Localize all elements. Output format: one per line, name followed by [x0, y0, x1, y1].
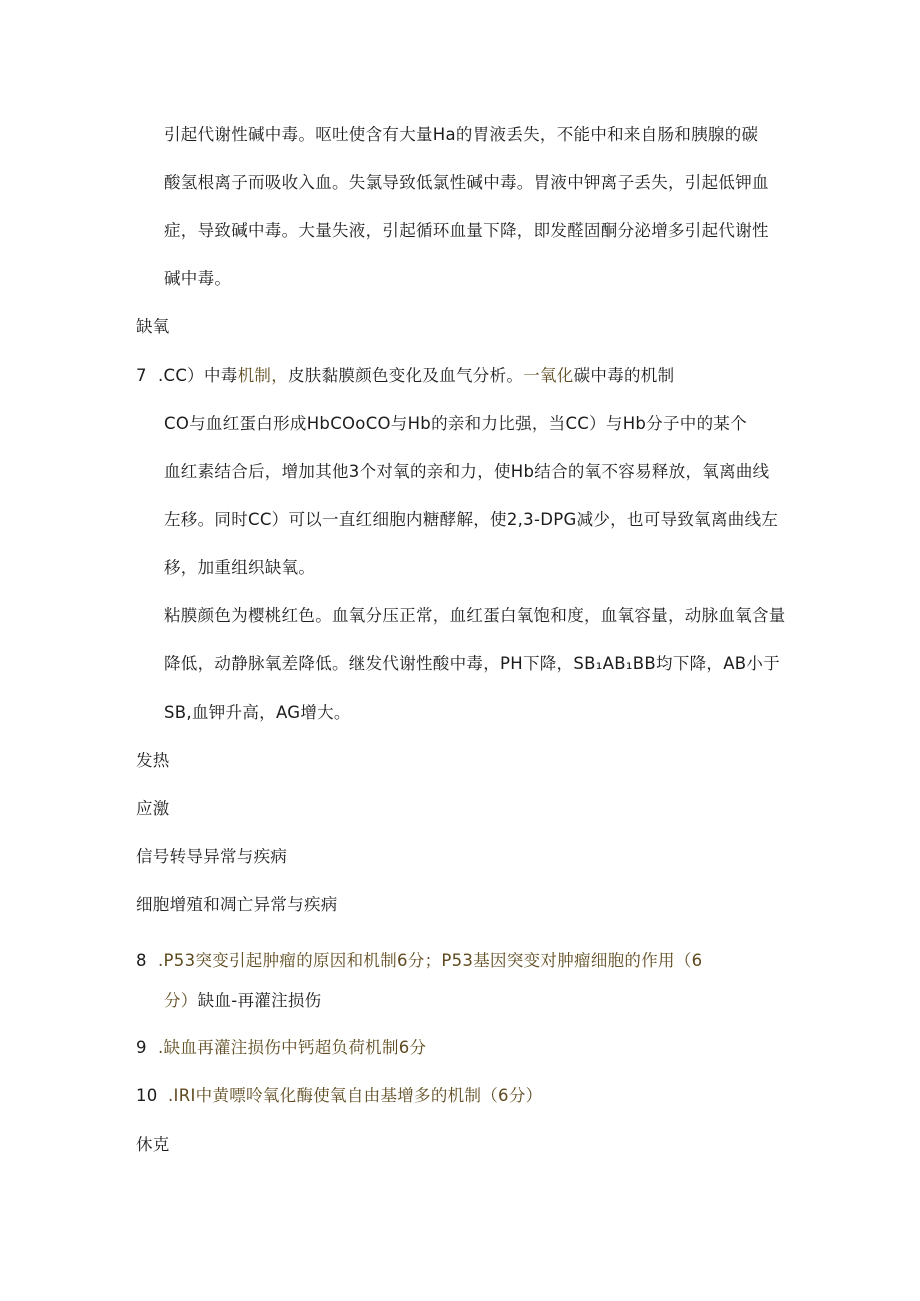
question-9-number: 9 [136, 1038, 147, 1057]
para2-line-1: CO与血红蛋白形成HbCOoCO与Hb的亲和力比强，当CC）与Hb分子中的某个 [164, 414, 748, 433]
question-9 [136, 1037, 426, 1059]
question-8-line-1: .P53突变引起肿瘤的原因和机制6分；P53基因突变对肿瘤细胞的作用（6 [158, 951, 703, 970]
heading-signal-transduction: 信号转导异常与疾病 [136, 847, 288, 866]
question-7-number: 7 [136, 366, 147, 385]
para2-line-2: 血红素结合后，增加其他3个对氧的亲和力，使Hb结合的氧不容易释放，氧离曲线 [164, 462, 770, 481]
para3-line-3: SB,血钾升高，AG增大。 [164, 703, 351, 722]
question-10-number: 10 [136, 1086, 158, 1105]
question-7-text-3: 皮肤黏膜颜色变化及血气分析。 [288, 366, 524, 385]
heading-shock: 休克 [136, 1135, 170, 1154]
question-10 [136, 1085, 542, 1107]
question-8 [136, 950, 702, 972]
heading-ischemia-reperfusion: 缺血-再灌注损伤 [197, 991, 322, 1010]
question-8-continuation [164, 990, 321, 1012]
para2-line-3: 左移。同时CC）可以一直红细胞内糖酵解，使2,3-DPG减少，也可导致氧离曲线左 [164, 510, 779, 529]
question-7-text-5: 碳中毒的机制 [573, 366, 675, 385]
question-7-text-4: 一氧化 [523, 366, 574, 385]
question-10-text: .IRI中黄嘌呤氧化酶使氧自由基增多的机制（6分） [168, 1086, 543, 1105]
para3-line-2: 降低，动静脉氧差降低。继发代谢性酸中毒，PH下降，SB₁AB₁BB均下降，AB小于 [164, 654, 781, 673]
para3-line-1: 粘膜颜色为樱桃红色。血氧分压正常，血红蛋白氧饱和度，血氧容量，动脉血氧含量 [164, 606, 786, 625]
question-8-number: 8 [136, 951, 147, 970]
para1-line-1: 引起代谢性碱中毒。呕吐使含有大量Ha的胃液丢失，不能中和来自肠和胰腺的碳 [164, 125, 759, 144]
question-8-line-2-olive: 分） [164, 991, 198, 1010]
para1-line-3: 症，导致碱中毒。大量失液，引起循环血量下降，即发醛固酮分泌增多引起代谢性 [164, 221, 769, 240]
question-7 [136, 365, 674, 387]
heading-cell-proliferation-apoptosis: 细胞增殖和凋亡异常与疾病 [136, 895, 338, 914]
para2-line-4: 移，加重组织缺氧。 [164, 558, 316, 577]
para1-line-4: 碱中毒。 [164, 269, 232, 288]
para1-line-2: 酸氢根离子而吸收入血。失氯导致低氯性碱中毒。胃液中钾离子丢失，引起低钾血 [164, 173, 769, 192]
question-7-text-2: 机制， [237, 366, 288, 385]
heading-fever: 发热 [136, 751, 170, 770]
question-7-text-1: .CC）中毒 [158, 366, 238, 385]
heading-stress: 应激 [136, 799, 170, 818]
question-9-text: .缺血再灌注损伤中钙超负荷机制6分 [158, 1038, 427, 1057]
heading-hypoxia: 缺氧 [136, 317, 170, 336]
